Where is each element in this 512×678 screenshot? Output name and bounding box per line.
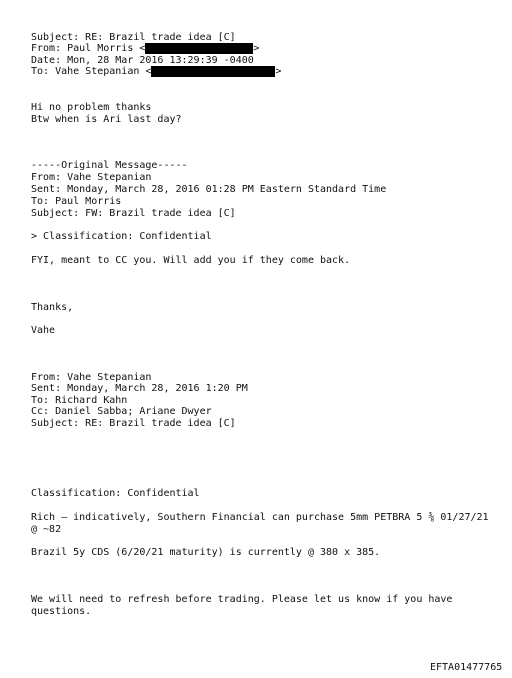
- original2-refresh-line-1: We will need to refresh before trading. Please let us know if you have: [31, 594, 453, 605]
- header-from: [31, 43, 259, 54]
- redaction-bar: [151, 66, 275, 77]
- original2-cds: Brazil 5y CDS (6/20/21 maturity) is currently @ 380 x 385.: [31, 547, 381, 558]
- original1-thanks: Thanks,: [31, 302, 74, 313]
- original2-subject: Subject: RE: Brazil trade idea [C]: [31, 418, 236, 429]
- header-to: [31, 66, 281, 77]
- original1-subject: Subject: FW: Brazil trade idea [C]: [31, 208, 236, 219]
- bates-number: EFTA01477765: [430, 662, 503, 673]
- redaction-bar: [145, 43, 253, 54]
- original2-to: To: Richard Kahn: [31, 395, 128, 406]
- original1-sent: Sent: Monday, March 28, 2016 01:28 PM Eastern Standard Time: [31, 184, 387, 195]
- original2-sent: Sent: Monday, March 28, 2016 1:20 PM: [31, 383, 248, 394]
- original2-cc: Cc: Daniel Sabba; Ariane Dwyer: [31, 406, 212, 417]
- header-to-label: To: Vahe Stepanian <: [31, 66, 152, 77]
- original1-classification: > Classification: Confidential: [31, 231, 212, 242]
- original1-to: To: Paul Morris: [31, 196, 122, 207]
- header-subject: Subject: RE: Brazil trade idea [C]: [31, 32, 236, 43]
- original2-from: From: Vahe Stepanian: [31, 372, 152, 383]
- original1-from: From: Vahe Stepanian: [31, 172, 152, 183]
- header-to-close: >: [275, 66, 282, 77]
- original1-signature: Vahe: [31, 325, 56, 336]
- original2-rich-line-2: @ ~82: [31, 524, 62, 535]
- original2-rich-line-1: Rich – indicatively, Southern Financial can purchase 5mm PETBRA 5 ⅜ 01/27/21: [31, 512, 489, 523]
- reply-line-1: Hi no problem thanks: [31, 102, 152, 113]
- reply-line-2: Btw when is Ari last day?: [31, 114, 182, 125]
- original-message-separator: -----Original Message-----: [31, 160, 188, 171]
- original2-refresh-line-2: questions.: [31, 606, 92, 617]
- header-from-label: From: Paul Morris <: [31, 43, 146, 54]
- original2-classification: Classification: Confidential: [31, 488, 200, 499]
- header-date: Date: Mon, 28 Mar 2016 13:29:39 -0400: [31, 55, 254, 66]
- header-from-close: >: [253, 43, 260, 54]
- original1-body: FYI, meant to CC you. Will add you if they come back.: [31, 255, 351, 266]
